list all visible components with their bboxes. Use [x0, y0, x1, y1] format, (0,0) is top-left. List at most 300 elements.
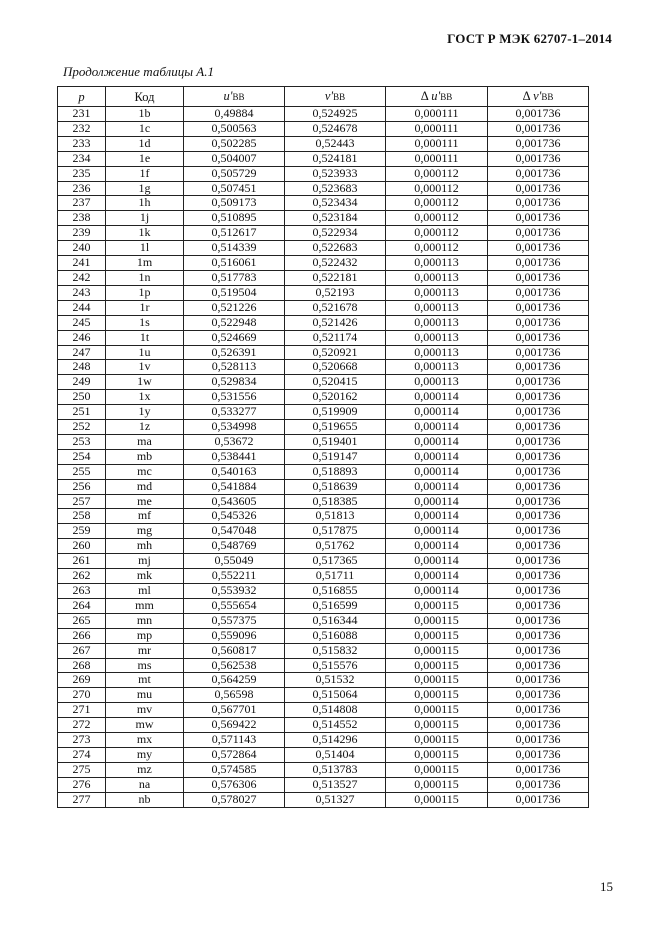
cell-delta-v: 0,001736	[488, 747, 589, 762]
cell-delta-v: 0,001736	[488, 241, 589, 256]
cell-delta-u: 0,000114	[386, 584, 488, 599]
cell-delta-u: 0,000115	[386, 598, 488, 613]
cell-code: mn	[106, 613, 184, 628]
cell-delta-v: 0,001736	[488, 494, 589, 509]
cell-delta-u: 0,000115	[386, 747, 488, 762]
table-row	[58, 509, 589, 524]
cell-delta-u: 0,000113	[386, 256, 488, 271]
cell-delta-v: 0,001736	[488, 121, 589, 136]
cell-u: 0,571143	[184, 733, 285, 748]
table-row	[58, 569, 589, 584]
cell-code: mh	[106, 539, 184, 554]
cell-u: 0,531556	[184, 390, 285, 405]
cell-code: mu	[106, 688, 184, 703]
table-row	[58, 747, 589, 762]
cell-delta-v: 0,001736	[488, 658, 589, 673]
cell-code: ma	[106, 434, 184, 449]
cell-code: 1f	[106, 166, 184, 181]
cell-u: 0,572864	[184, 747, 285, 762]
cell-u: 0,555654	[184, 598, 285, 613]
table-row	[58, 211, 589, 226]
cell-v: 0,515832	[285, 643, 386, 658]
page-number: 15	[600, 879, 613, 894]
cell-delta-v: 0,001736	[488, 449, 589, 464]
cell-delta-u: 0,000115	[386, 643, 488, 658]
cell-code: mt	[106, 673, 184, 688]
cell-code: ml	[106, 584, 184, 599]
cell-code: 1v	[106, 360, 184, 375]
cell-delta-u: 0,000115	[386, 733, 488, 748]
cell-delta-v: 0,001736	[488, 509, 589, 524]
cell-p: 241	[58, 256, 106, 271]
cell-delta-u: 0,000115	[386, 703, 488, 718]
cell-delta-u: 0,000114	[386, 569, 488, 584]
cell-delta-v: 0,001736	[488, 345, 589, 360]
cell-code: mx	[106, 733, 184, 748]
table-row	[58, 524, 589, 539]
cell-u: 0,574585	[184, 762, 285, 777]
cell-delta-u: 0,000113	[386, 300, 488, 315]
cell-delta-u: 0,000113	[386, 270, 488, 285]
cell-code: md	[106, 479, 184, 494]
cell-v: 0,520668	[285, 360, 386, 375]
cell-delta-v: 0,001736	[488, 688, 589, 703]
cell-delta-u: 0,000114	[386, 554, 488, 569]
cell-v: 0,519909	[285, 405, 386, 420]
cell-p: 255	[58, 464, 106, 479]
cell-u: 0,507451	[184, 181, 285, 196]
cell-v: 0,518639	[285, 479, 386, 494]
cell-u: 0,516061	[184, 256, 285, 271]
cell-delta-v: 0,001736	[488, 598, 589, 613]
cell-delta-u: 0,000114	[386, 524, 488, 539]
cell-p: 262	[58, 569, 106, 584]
table-caption: Продолжение таблицы А.1	[63, 64, 214, 79]
cell-delta-u: 0,000115	[386, 762, 488, 777]
cell-u: 0,53672	[184, 434, 285, 449]
data-table	[57, 86, 589, 808]
cell-delta-v: 0,001736	[488, 256, 589, 271]
cell-delta-u: 0,000115	[386, 658, 488, 673]
cell-code: 1y	[106, 405, 184, 420]
cell-code: 1e	[106, 151, 184, 166]
cell-v: 0,514552	[285, 718, 386, 733]
table-row	[58, 613, 589, 628]
cell-delta-v: 0,001736	[488, 613, 589, 628]
cell-delta-u: 0,000111	[386, 121, 488, 136]
cell-v: 0,52193	[285, 285, 386, 300]
cell-code: mf	[106, 509, 184, 524]
cell-code: 1h	[106, 196, 184, 211]
cell-p: 277	[58, 792, 106, 807]
cell-p: 267	[58, 643, 106, 658]
cell-code: 1t	[106, 330, 184, 345]
cell-p: 260	[58, 539, 106, 554]
cell-code: 1d	[106, 136, 184, 151]
cell-delta-u: 0,000114	[386, 405, 488, 420]
table-row	[58, 762, 589, 777]
cell-v: 0,514296	[285, 733, 386, 748]
cell-delta-u: 0,000112	[386, 196, 488, 211]
cell-u: 0,562538	[184, 658, 285, 673]
cell-code: 1p	[106, 285, 184, 300]
cell-delta-u: 0,000113	[386, 345, 488, 360]
cell-delta-v: 0,001736	[488, 762, 589, 777]
cell-u: 0,538441	[184, 449, 285, 464]
cell-p: 254	[58, 449, 106, 464]
cell-v: 0,521678	[285, 300, 386, 315]
cell-delta-v: 0,001736	[488, 211, 589, 226]
cell-u: 0,55049	[184, 554, 285, 569]
cell-u: 0,569422	[184, 718, 285, 733]
cell-v: 0,51762	[285, 539, 386, 554]
table-row	[58, 673, 589, 688]
table-row	[58, 718, 589, 733]
cell-delta-u: 0,000115	[386, 673, 488, 688]
cell-code: 1u	[106, 345, 184, 360]
cell-code: 1n	[106, 270, 184, 285]
table-row	[58, 375, 589, 390]
cell-p: 268	[58, 658, 106, 673]
cell-code: 1k	[106, 226, 184, 241]
cell-p: 234	[58, 151, 106, 166]
cell-p: 237	[58, 196, 106, 211]
header-v: v'ВВ	[285, 87, 386, 107]
cell-v: 0,516088	[285, 628, 386, 643]
cell-p: 250	[58, 390, 106, 405]
cell-delta-v: 0,001736	[488, 420, 589, 435]
cell-p: 240	[58, 241, 106, 256]
cell-delta-u: 0,000112	[386, 211, 488, 226]
cell-delta-v: 0,001736	[488, 673, 589, 688]
cell-delta-v: 0,001736	[488, 181, 589, 196]
cell-p: 236	[58, 181, 106, 196]
cell-p: 264	[58, 598, 106, 613]
cell-u: 0,576306	[184, 777, 285, 792]
document-header: ГОСТ Р МЭК 62707-1–2014	[447, 31, 612, 46]
table-header-row	[58, 87, 589, 107]
cell-code: mz	[106, 762, 184, 777]
cell-v: 0,51711	[285, 569, 386, 584]
cell-v: 0,516344	[285, 613, 386, 628]
cell-delta-u: 0,000112	[386, 226, 488, 241]
cell-code: 1b	[106, 107, 184, 122]
cell-delta-u: 0,000114	[386, 539, 488, 554]
cell-delta-v: 0,001736	[488, 479, 589, 494]
cell-u: 0,578027	[184, 792, 285, 807]
cell-u: 0,526391	[184, 345, 285, 360]
cell-p: 273	[58, 733, 106, 748]
cell-delta-u: 0,000114	[386, 434, 488, 449]
header-delta-v: Δ v'ВВ	[488, 87, 589, 107]
cell-v: 0,519655	[285, 420, 386, 435]
cell-v: 0,51404	[285, 747, 386, 762]
cell-delta-u: 0,000112	[386, 166, 488, 181]
table-row	[58, 107, 589, 122]
cell-delta-u: 0,000114	[386, 494, 488, 509]
cell-v: 0,520921	[285, 345, 386, 360]
cell-delta-u: 0,000112	[386, 181, 488, 196]
table-row	[58, 777, 589, 792]
header-u: u'ВВ	[184, 87, 285, 107]
cell-delta-v: 0,001736	[488, 524, 589, 539]
table-row	[58, 226, 589, 241]
cell-delta-v: 0,001736	[488, 703, 589, 718]
cell-delta-v: 0,001736	[488, 643, 589, 658]
cell-u: 0,512617	[184, 226, 285, 241]
cell-delta-v: 0,001736	[488, 330, 589, 345]
cell-delta-v: 0,001736	[488, 226, 589, 241]
cell-v: 0,523683	[285, 181, 386, 196]
table-row	[58, 539, 589, 554]
cell-p: 258	[58, 509, 106, 524]
table-row	[58, 643, 589, 658]
cell-u: 0,504007	[184, 151, 285, 166]
cell-u: 0,502285	[184, 136, 285, 151]
table-row	[58, 598, 589, 613]
cell-delta-v: 0,001736	[488, 539, 589, 554]
cell-code: 1x	[106, 390, 184, 405]
cell-delta-v: 0,001736	[488, 718, 589, 733]
cell-delta-v: 0,001736	[488, 136, 589, 151]
cell-delta-v: 0,001736	[488, 434, 589, 449]
cell-p: 266	[58, 628, 106, 643]
cell-u: 0,548769	[184, 539, 285, 554]
cell-u: 0,557375	[184, 613, 285, 628]
cell-v: 0,523184	[285, 211, 386, 226]
cell-delta-u: 0,000114	[386, 509, 488, 524]
cell-p: 239	[58, 226, 106, 241]
cell-delta-u: 0,000115	[386, 613, 488, 628]
cell-p: 275	[58, 762, 106, 777]
cell-v: 0,51327	[285, 792, 386, 807]
cell-code: mg	[106, 524, 184, 539]
table-body	[58, 107, 589, 808]
cell-u: 0,529834	[184, 375, 285, 390]
cell-v: 0,524181	[285, 151, 386, 166]
cell-v: 0,513527	[285, 777, 386, 792]
cell-delta-u: 0,000114	[386, 449, 488, 464]
table-row	[58, 703, 589, 718]
cell-v: 0,519147	[285, 449, 386, 464]
cell-u: 0,552211	[184, 569, 285, 584]
cell-v: 0,52443	[285, 136, 386, 151]
cell-delta-v: 0,001736	[488, 464, 589, 479]
cell-code: mr	[106, 643, 184, 658]
cell-delta-v: 0,001736	[488, 196, 589, 211]
cell-delta-u: 0,000113	[386, 330, 488, 345]
cell-p: 246	[58, 330, 106, 345]
cell-delta-u: 0,000113	[386, 315, 488, 330]
cell-u: 0,543605	[184, 494, 285, 509]
cell-code: 1r	[106, 300, 184, 315]
cell-p: 253	[58, 434, 106, 449]
cell-p: 270	[58, 688, 106, 703]
cell-delta-u: 0,000114	[386, 464, 488, 479]
cell-delta-v: 0,001736	[488, 375, 589, 390]
cell-p: 257	[58, 494, 106, 509]
cell-delta-v: 0,001736	[488, 315, 589, 330]
cell-p: 263	[58, 584, 106, 599]
cell-v: 0,521426	[285, 315, 386, 330]
cell-p: 244	[58, 300, 106, 315]
cell-v: 0,516855	[285, 584, 386, 599]
table-row	[58, 464, 589, 479]
table-row	[58, 390, 589, 405]
table-row	[58, 241, 589, 256]
cell-p: 259	[58, 524, 106, 539]
cell-v: 0,521174	[285, 330, 386, 345]
cell-delta-u: 0,000114	[386, 420, 488, 435]
cell-v: 0,515576	[285, 658, 386, 673]
cell-delta-v: 0,001736	[488, 151, 589, 166]
cell-code: 1l	[106, 241, 184, 256]
cell-p: 274	[58, 747, 106, 762]
cell-v: 0,514808	[285, 703, 386, 718]
cell-v: 0,520162	[285, 390, 386, 405]
cell-p: 271	[58, 703, 106, 718]
cell-code: ms	[106, 658, 184, 673]
cell-delta-v: 0,001736	[488, 628, 589, 643]
cell-v: 0,522683	[285, 241, 386, 256]
cell-code: na	[106, 777, 184, 792]
cell-p: 265	[58, 613, 106, 628]
cell-u: 0,514339	[184, 241, 285, 256]
cell-p: 243	[58, 285, 106, 300]
cell-v: 0,523434	[285, 196, 386, 211]
cell-u: 0,521226	[184, 300, 285, 315]
cell-code: mc	[106, 464, 184, 479]
cell-p: 238	[58, 211, 106, 226]
cell-p: 242	[58, 270, 106, 285]
cell-p: 256	[58, 479, 106, 494]
cell-u: 0,510895	[184, 211, 285, 226]
cell-v: 0,522432	[285, 256, 386, 271]
table-row	[58, 256, 589, 271]
cell-code: mk	[106, 569, 184, 584]
cell-v: 0,517365	[285, 554, 386, 569]
cell-code: 1s	[106, 315, 184, 330]
cell-v: 0,519401	[285, 434, 386, 449]
cell-code: me	[106, 494, 184, 509]
cell-v: 0,517875	[285, 524, 386, 539]
cell-code: my	[106, 747, 184, 762]
cell-v: 0,513783	[285, 762, 386, 777]
cell-v: 0,522934	[285, 226, 386, 241]
cell-p: 249	[58, 375, 106, 390]
cell-code: 1w	[106, 375, 184, 390]
cell-p: 251	[58, 405, 106, 420]
cell-u: 0,49884	[184, 107, 285, 122]
cell-delta-v: 0,001736	[488, 569, 589, 584]
cell-code: mm	[106, 598, 184, 613]
cell-v: 0,524678	[285, 121, 386, 136]
cell-delta-v: 0,001736	[488, 777, 589, 792]
cell-p: 261	[58, 554, 106, 569]
cell-v: 0,524925	[285, 107, 386, 122]
cell-u: 0,547048	[184, 524, 285, 539]
header-p: p	[58, 87, 106, 107]
table-row	[58, 136, 589, 151]
cell-u: 0,564259	[184, 673, 285, 688]
table-row	[58, 181, 589, 196]
cell-u: 0,517783	[184, 270, 285, 285]
cell-delta-v: 0,001736	[488, 166, 589, 181]
cell-delta-v: 0,001736	[488, 405, 589, 420]
cell-u: 0,533277	[184, 405, 285, 420]
cell-v: 0,518893	[285, 464, 386, 479]
cell-delta-u: 0,000115	[386, 718, 488, 733]
cell-delta-u: 0,000111	[386, 136, 488, 151]
cell-u: 0,541884	[184, 479, 285, 494]
cell-u: 0,505729	[184, 166, 285, 181]
cell-code: mv	[106, 703, 184, 718]
table-row	[58, 554, 589, 569]
cell-delta-u: 0,000115	[386, 777, 488, 792]
table-row	[58, 345, 589, 360]
cell-delta-v: 0,001736	[488, 554, 589, 569]
table-row	[58, 405, 589, 420]
cell-u: 0,559096	[184, 628, 285, 643]
table-row	[58, 434, 589, 449]
cell-u: 0,524669	[184, 330, 285, 345]
cell-u: 0,500563	[184, 121, 285, 136]
table-row	[58, 792, 589, 807]
cell-delta-u: 0,000112	[386, 241, 488, 256]
cell-u: 0,545326	[184, 509, 285, 524]
cell-u: 0,56598	[184, 688, 285, 703]
table-row	[58, 688, 589, 703]
cell-v: 0,516599	[285, 598, 386, 613]
cell-v: 0,522181	[285, 270, 386, 285]
header-code: Код	[106, 87, 184, 107]
cell-v: 0,515064	[285, 688, 386, 703]
table-row	[58, 420, 589, 435]
cell-delta-v: 0,001736	[488, 270, 589, 285]
table-row	[58, 449, 589, 464]
cell-delta-v: 0,001736	[488, 792, 589, 807]
cell-code: mw	[106, 718, 184, 733]
cell-delta-u: 0,000113	[386, 360, 488, 375]
cell-p: 269	[58, 673, 106, 688]
cell-delta-v: 0,001736	[488, 107, 589, 122]
cell-p: 232	[58, 121, 106, 136]
cell-p: 245	[58, 315, 106, 330]
table-row	[58, 584, 589, 599]
table-row	[58, 628, 589, 643]
table-row	[58, 166, 589, 181]
cell-code: 1g	[106, 181, 184, 196]
cell-code: 1j	[106, 211, 184, 226]
cell-p: 233	[58, 136, 106, 151]
cell-p: 235	[58, 166, 106, 181]
cell-code: 1z	[106, 420, 184, 435]
cell-delta-u: 0,000115	[386, 628, 488, 643]
cell-p: 272	[58, 718, 106, 733]
cell-delta-u: 0,000114	[386, 479, 488, 494]
table-row	[58, 300, 589, 315]
cell-u: 0,553932	[184, 584, 285, 599]
table-row	[58, 270, 589, 285]
cell-v: 0,51532	[285, 673, 386, 688]
cell-code: mp	[106, 628, 184, 643]
header-delta-u: Δ u'ВВ	[386, 87, 488, 107]
cell-u: 0,567701	[184, 703, 285, 718]
cell-v: 0,523933	[285, 166, 386, 181]
cell-code: nb	[106, 792, 184, 807]
cell-delta-u: 0,000115	[386, 688, 488, 703]
cell-v: 0,520415	[285, 375, 386, 390]
